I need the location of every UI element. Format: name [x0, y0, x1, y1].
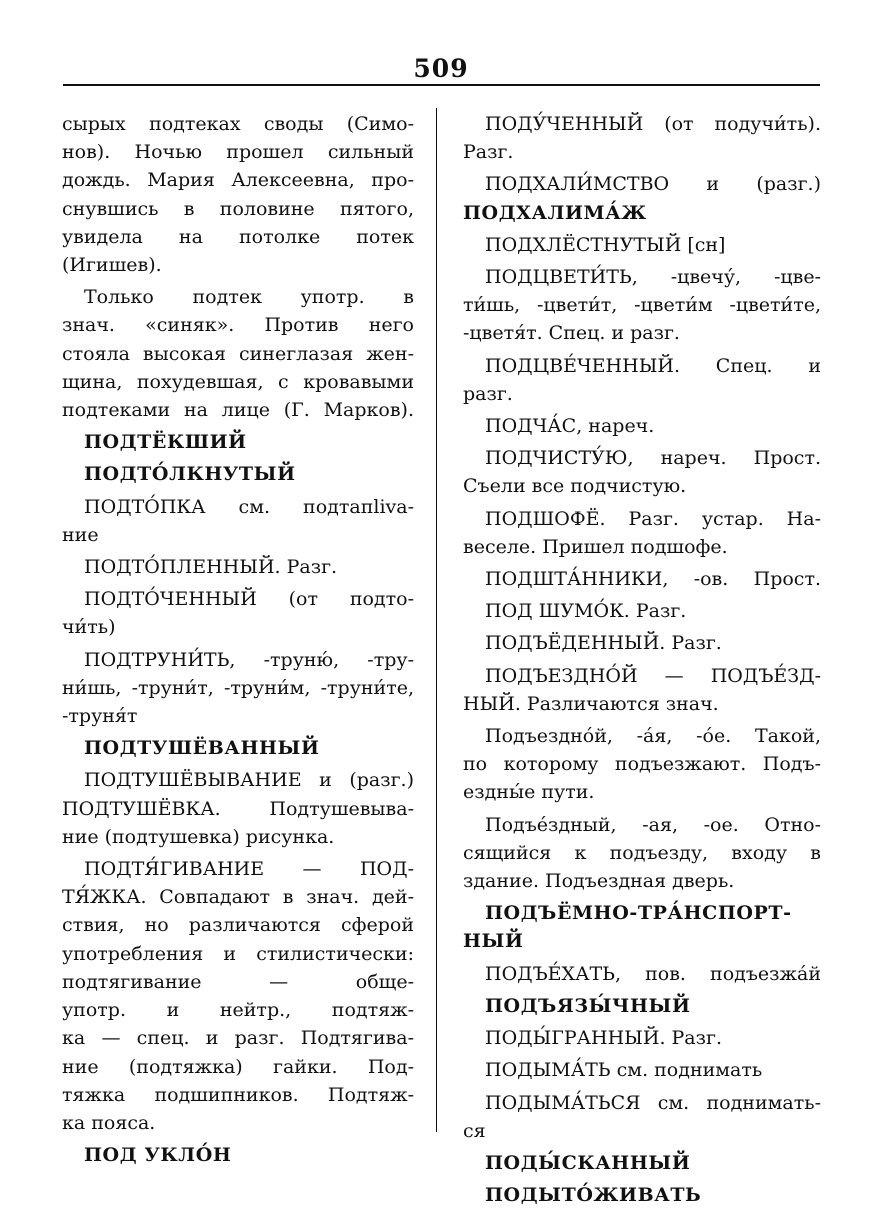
text-line: ние [62, 523, 99, 546]
text-line: подтеками на лице (Г. Марков). [62, 399, 414, 422]
text-line: ПОДТО́ЛКНУТЫЙ [84, 463, 296, 486]
text-line: ПОДШОФЁ. Разг. устар. На- [485, 507, 821, 530]
text-line: -труня́т [62, 705, 138, 728]
text-line: ся [463, 1119, 486, 1142]
text-line: ездны́е пути. [463, 781, 595, 804]
text-line: ПОДЪЯЗЫ́ЧНЫЙ [485, 994, 691, 1017]
text-line: Съели все подчистую. [463, 475, 687, 498]
text-line: ПОДЦВЕ́ЧЕННЫЙ. Спец. и [485, 354, 821, 377]
text-line: НЫЙ. Различаются знач. [463, 692, 719, 715]
text-line: ПОДЫМА́ТЬСЯ см. поднимать- [485, 1091, 821, 1114]
text-line: ПОДЪЕЗДНО́Й — ПОДЪЕ́ЗД- [485, 664, 821, 687]
text-line: ПОДТУШЁВЫВАНИЕ и (разг.) [84, 769, 414, 792]
text-line: ПОДТО́ЧЕННЫЙ (от подто- [84, 588, 414, 611]
text-line: ПОД ШУМО́К. Разг. [485, 600, 687, 623]
text-line: снувшись в половине пятого, [62, 197, 414, 220]
text-line: -цветя́т. Спец. и разг. [463, 322, 680, 345]
text-line: сящийся к подъезду, входу в [463, 841, 821, 864]
text-line: ПОДЪЁМНО-ТРА́НСПОРТ- [485, 902, 792, 925]
text-line: ПОДТЁКШИЙ [84, 431, 247, 454]
text-line: Подъе́здный, -ая, -ое. Отно- [485, 813, 821, 836]
text-line: ни́шь, -труни́т, -труни́м, -труни́те, [62, 676, 414, 699]
text-line: ПОДТУШЁВКА. Подтушевыва- [62, 797, 414, 820]
text-line: сырых подтеках своды (Симо- [62, 113, 414, 135]
text-line: ние (подтяжка) гайки. Под- [62, 1055, 414, 1078]
text-line: Только подтек употр. в [84, 286, 414, 309]
text-line: ПОДХАЛИМА́Ж [463, 201, 647, 224]
text-line: тяжка подшипников. Подтяж- [62, 1083, 414, 1106]
text-line: ПОДЦВЕТИ́ТЬ, -цвечу́, -цве- [485, 266, 821, 289]
text-line: ПОДЧИСТУ́Ю, нареч. Прост. [485, 447, 821, 470]
text-line: ТЯ́ЖКА. Совпадают в знач. дей- [62, 886, 414, 909]
text-line: нов). Ночью прошел сильный [62, 141, 414, 164]
text-line: ПОДТЯ́ГИВАНИЕ — ПОД- [84, 858, 414, 881]
text-line: употребления и стилистически: [62, 942, 414, 965]
text-line: здание. Подъездная дверь. [463, 870, 735, 893]
text-line: ПОДЪЕ́ХАТЬ, пов. подъезжа́й [485, 962, 821, 985]
text-line: знач. «синяк». Против него [62, 314, 414, 337]
text-line: употр. и нейтр., подтяж- [62, 999, 414, 1022]
text-line: ние (подтушевка) рисунка. [62, 825, 335, 848]
text-line: веселе. Пришел подшофе. [463, 535, 728, 558]
text-line: по которому подъезжают. Подъ- [463, 753, 821, 776]
page-number: 509 [413, 54, 469, 83]
text-line: Подъездно́й, -а́я, -о́е. Такой, [485, 725, 821, 748]
text-line: ствия, но различаются сферой [62, 914, 414, 937]
text-line: дождь. Мария Алексеевна, про- [62, 169, 414, 192]
text-line: ПОДШТА́ННИКИ, -ов. Прост. [485, 568, 821, 591]
text-line: ПОДТУШЁВАННЫЙ [84, 737, 320, 760]
text-line: щина, похудевшая, с кровавыми [62, 370, 414, 393]
text-line: ти́шь, -цвети́т, -цвети́м -цвети́те, [463, 294, 821, 317]
text-line: ПОДЫМА́ТЬ см. поднимать [485, 1059, 763, 1082]
text-line: чи́ть) [62, 616, 116, 639]
text-line: ПОДЫ́СКАННЫЙ [485, 1151, 691, 1174]
left-column [62, 110, 414, 1169]
text-line: Разг. [463, 141, 514, 164]
right-column [463, 110, 821, 1209]
text-line: ПОДХАЛИ́МСТВО и (разг.) [485, 173, 821, 196]
text-line: (Игишев). [62, 254, 162, 277]
text-line: ПОДТО́ПЛЕННЫЙ. Разг. [84, 556, 338, 579]
text-line: ПОДЫТО́ЖИВАТЬ [485, 1184, 702, 1207]
text-line: ПОДХЛЁСТНУТЫЙ [сн] [485, 233, 726, 256]
text-line: ПОДУ́ЧЕННЫЙ (от подучи́ть). [485, 113, 821, 135]
text-line: стояла высокая синеглазая жен- [62, 342, 414, 365]
text-line: ПОДЫ́ГРАННЫЙ. Разг. [485, 1027, 722, 1050]
text-line: увидела на потолке потек [62, 225, 414, 248]
header-rule [63, 84, 820, 86]
text-line: ПОДЪЁДЕННЫЙ. Разг. [485, 632, 722, 655]
text-line: ПОДЧА́С, нареч. [485, 415, 655, 438]
text-line: ПОД УКЛО́Н [84, 1144, 232, 1167]
text-line: подтягивание — обще- [62, 970, 414, 993]
text-line: ПОДТРУНИ́ТЬ, -труню́, -тру- [84, 648, 414, 671]
text-line: НЫЙ [463, 930, 524, 953]
text-line: ПОДТО́ПКА см. подтапliva- [84, 495, 414, 518]
text-line: ка — спец. и разг. Подтягива- [62, 1027, 414, 1050]
text-line: разг. [463, 382, 513, 405]
text-line: ка пояса. [62, 1111, 156, 1134]
column-divider [436, 108, 437, 1132]
